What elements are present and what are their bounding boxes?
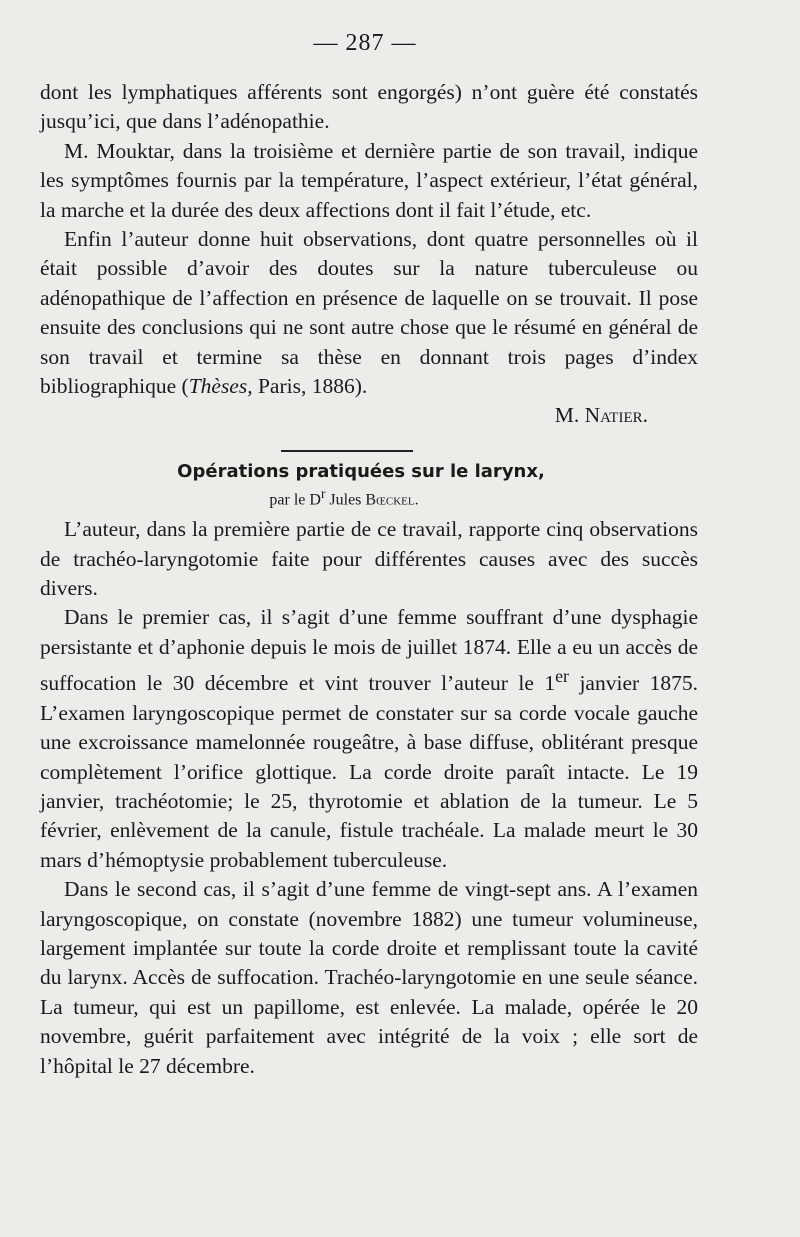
section-divider bbox=[281, 450, 413, 452]
section-byline bbox=[0, 483, 698, 511]
byline-prefix: par le D bbox=[269, 491, 321, 509]
citation-italic: Thèses, bbox=[188, 374, 253, 399]
paragraph-5-sup: er bbox=[555, 666, 570, 687]
byline-name: Jules bbox=[325, 491, 366, 509]
signature-line bbox=[40, 401, 698, 430]
paragraph-5-text-b: janvier 1875. L’examen laryngoscopique permet de constater sur sa corde vocale gauche une excroissance mamelonnée rougeâtre, à base diffuse, oblitérant presque complètement l’orifice glottique. La corde droite paraît intacte. Le 19 janvier, trachéotomie; le 25, thyrotomie et ablation de la tumeur. Le 5 février, enlèvement de la canule, fistule trachéale. La malade meurt le 30 mars d’hémoptysie probablement tuberculeuse. bbox=[40, 671, 698, 872]
paragraph-5-text-a: Dans le premier cas, il s’agit d’une femme souffrant d’une dysphagie persistante et d’aphonie depuis le mois de juillet 1874. Elle a eu un accès de suffocation le 30 décembre et vint trouver l’auteur le 1 bbox=[40, 605, 698, 696]
paragraph-4: L’auteur, dans la première partie de ce travail, rapporte cinq observations de trachéo-laryngotomie faite pour différentes causes avec des succès divers. bbox=[40, 517, 698, 601]
byline-sup: r bbox=[320, 485, 326, 501]
paragraph-3-text: Enfin l’auteur donne huit observations, dont quatre personnelles où il était possible d’avoir des doutes sur la nature tuberculeuse ou adénopathique de l’affection en présence de laquelle on se trouvait. Il pose ensuite des conclusions qui ne sont autre chose que le résumé en général de son travail et termine sa thèse en donnant trois pages d’index bibliographique ( bbox=[40, 227, 698, 399]
signature: M. Natier. bbox=[554, 403, 648, 428]
paragraph-6: Dans le second cas, il s’agit d’une femme de vingt-sept ans. A l’examen laryngoscopique, on constate (novembre 1882) une tumeur volumineuse, largement implantée sur toute la corde droite et remplissant toute la cavité du larynx. Accès de suffocation. Trachéo-laryngotomie en une seule séance. La tumeur, qui est un papillome, est enlevée. La malade, opérée le 20 novembre, guérit parfaitement avec intégrité de la voix ; elle sort de l’hôpital le 27 décembre. bbox=[40, 877, 698, 1078]
body-text bbox=[40, 78, 698, 1081]
section-title: Opérations pratiquées sur le larynx, bbox=[177, 460, 545, 482]
byline-surname: Bœckel. bbox=[365, 491, 419, 509]
page-number: — 287 — bbox=[313, 30, 417, 56]
paragraph-3-end: Paris, 1886). bbox=[252, 374, 368, 399]
paragraph-3 bbox=[40, 225, 698, 401]
paragraph-5 bbox=[40, 603, 698, 875]
paragraph-2: M. Mouktar, dans la troisième et dernière partie de son travail, indique les symptômes fournis par la température, l’aspect extérieur, l’état général, la marche et la durée des deux affections dont il fait l’étude, etc. bbox=[40, 138, 698, 222]
paragraph-1: dont les lymphatiques afférents sont engorgés) n’ont guère été constatés jusqu’ici, que dans l’adénopathie. bbox=[40, 80, 698, 134]
